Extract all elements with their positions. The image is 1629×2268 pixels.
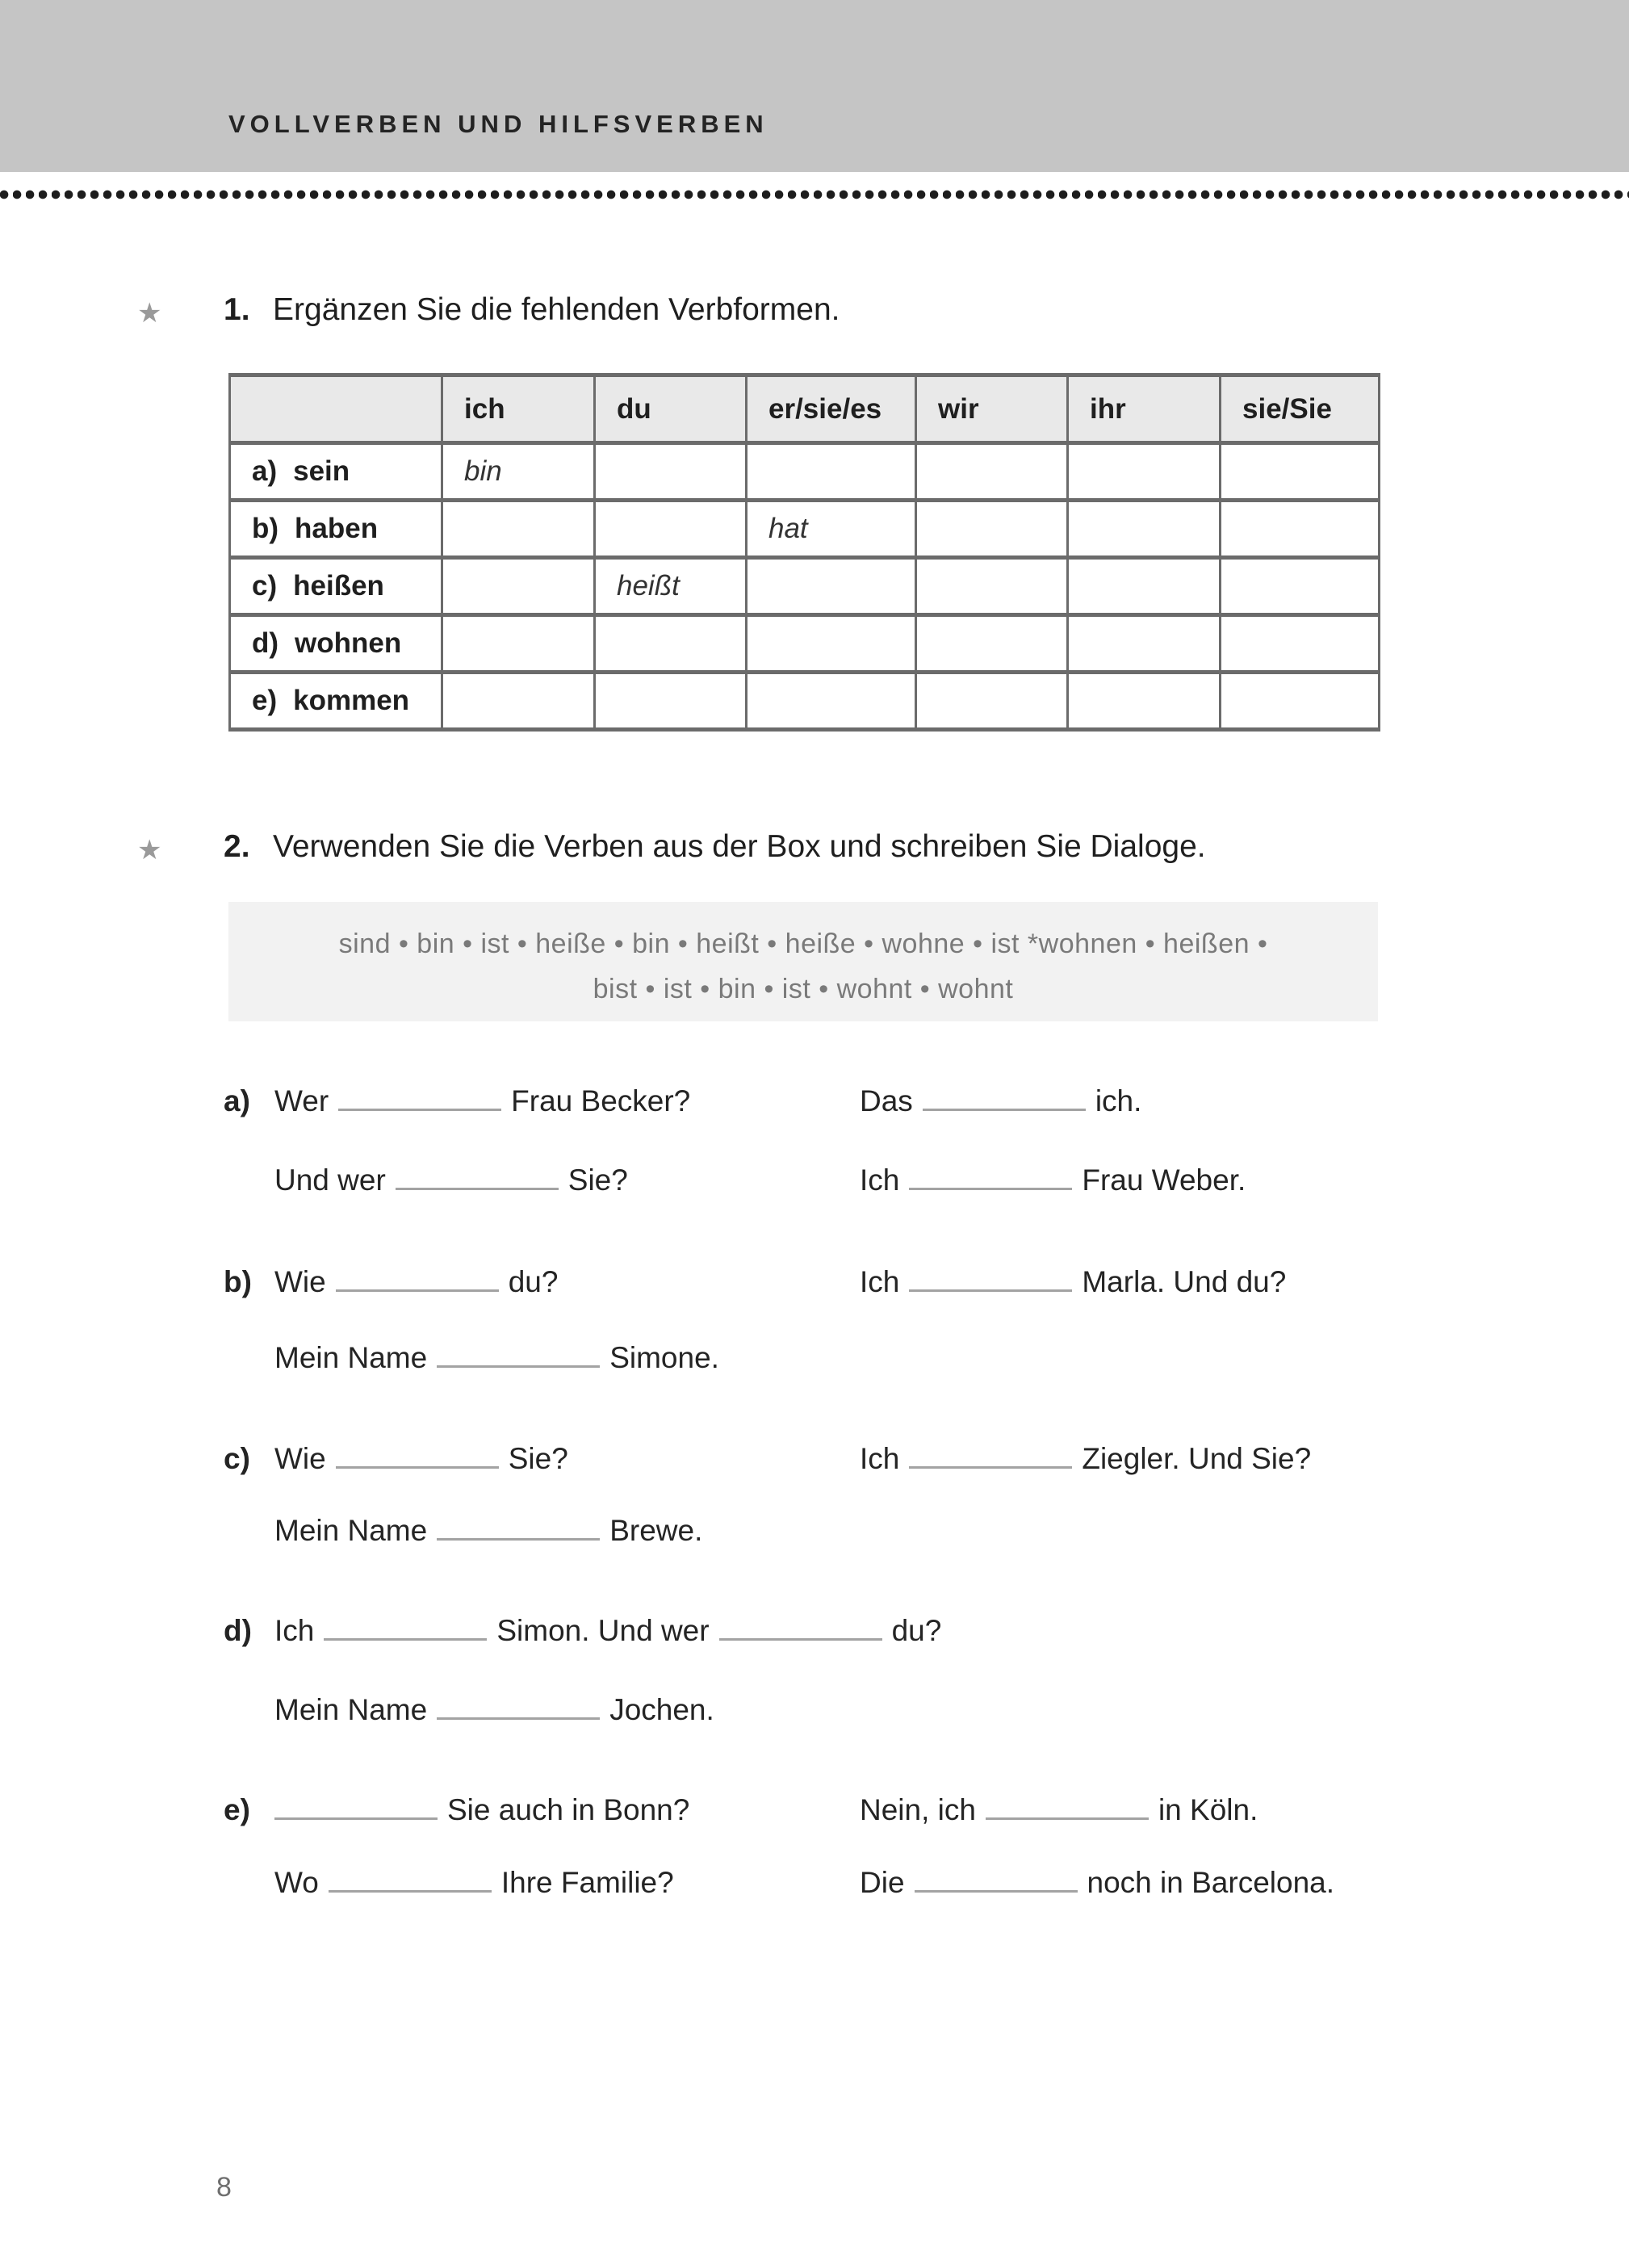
chapter-title: VOLLVERBEN UND HILFSVERBEN xyxy=(228,110,768,138)
fill-in-blank xyxy=(986,1793,1149,1820)
dialogue-left xyxy=(274,1441,568,1477)
answer-cell xyxy=(747,615,916,673)
answer-cell xyxy=(442,673,595,730)
answer-cell xyxy=(1068,615,1221,673)
dialogue-text: Mein Name xyxy=(274,1693,428,1726)
answer-cell xyxy=(595,615,747,673)
row-letter: b) xyxy=(252,513,279,544)
answer-cell: bin xyxy=(442,443,595,501)
dialogue-text: Ihre Familie? xyxy=(500,1866,674,1899)
dialogue-left xyxy=(274,1163,628,1198)
dialogue-left xyxy=(274,1264,558,1300)
fill-in-blank xyxy=(329,1866,492,1893)
column-header-ich: ich xyxy=(442,375,595,443)
dialogue-text: Wo xyxy=(274,1866,319,1899)
dialogue-left xyxy=(274,1084,690,1119)
fill-in-blank xyxy=(396,1163,559,1190)
row-verb: haben xyxy=(295,513,379,544)
dialogue-left xyxy=(274,1513,702,1549)
dialogue-left xyxy=(274,1792,689,1828)
dialogue-text: Sie? xyxy=(508,1442,568,1475)
dialogue-text: Ich xyxy=(860,1163,900,1197)
dialogue-text: Die xyxy=(860,1866,905,1899)
verb-label-cell xyxy=(230,558,442,615)
answer-cell xyxy=(747,558,916,615)
dialogue-text: Sie auch in Bonn? xyxy=(447,1793,690,1826)
answer-cell xyxy=(916,558,1068,615)
fill-in-blank xyxy=(909,1163,1072,1190)
fill-in-blank xyxy=(338,1084,501,1111)
dialogue-text: Ich xyxy=(860,1442,900,1475)
fill-in-blank xyxy=(909,1442,1072,1469)
difficulty-star-icon: ★ xyxy=(137,298,162,329)
dialogue-text: Wie xyxy=(274,1442,326,1475)
fill-in-blank xyxy=(923,1084,1086,1111)
verb-label-cell xyxy=(230,443,442,501)
answer-cell xyxy=(442,558,595,615)
dialogue-text: Sie? xyxy=(567,1163,628,1197)
answer-cell xyxy=(442,615,595,673)
answer-cell xyxy=(1221,558,1380,615)
fill-in-blank xyxy=(719,1614,882,1641)
dialogue-text: Nein, ich xyxy=(860,1793,976,1826)
dialogue-text: Marla. Und du? xyxy=(1082,1265,1287,1298)
row-verb: sein xyxy=(293,455,350,487)
fill-in-blank xyxy=(909,1265,1072,1292)
column-header-er-sie-es: er/sie/es xyxy=(747,375,916,443)
dialogue-text: in Köln. xyxy=(1158,1793,1258,1826)
dialogue-right xyxy=(860,1792,1258,1828)
answer-cell xyxy=(1221,615,1380,673)
word-box xyxy=(228,902,1378,1021)
answer-cell xyxy=(1068,558,1221,615)
answer-cell xyxy=(1221,501,1380,558)
fill-in-blank xyxy=(437,1341,600,1368)
dialogue-text: noch in Barcelona. xyxy=(1087,1866,1335,1899)
dialogue-right xyxy=(860,1441,1311,1477)
dialogue-text: ich. xyxy=(1095,1084,1142,1117)
dialogue-text: Simon. Und wer xyxy=(496,1614,710,1647)
fill-in-blank xyxy=(336,1265,499,1292)
answer-cell xyxy=(916,673,1068,730)
answer-cell: heißt xyxy=(595,558,747,615)
table-row xyxy=(230,558,1380,615)
dialogue-right xyxy=(860,1865,1334,1901)
table-header-row xyxy=(230,375,1380,443)
verb-label-cell xyxy=(230,673,442,730)
answer-cell xyxy=(747,673,916,730)
dialogue-text: Jochen. xyxy=(609,1693,714,1726)
answer-cell xyxy=(595,673,747,730)
exercise1-number: 1. xyxy=(224,292,250,327)
dialogue-right xyxy=(860,1264,1286,1300)
fill-in-blank xyxy=(915,1866,1078,1893)
dialogue-item-label: e) xyxy=(224,1793,250,1826)
dialogue-text: Ich xyxy=(860,1265,900,1298)
answer-cell xyxy=(595,443,747,501)
word-box-line: sind • bin • ist • heiße • bin • heißt • heiße • wohne • ist *wohnen • heißen • xyxy=(338,929,1268,959)
dialogue-text: Brewe. xyxy=(609,1514,703,1547)
row-verb: heißen xyxy=(293,570,384,602)
answer-cell xyxy=(595,501,747,558)
exercise2-number: 2. xyxy=(224,829,250,864)
table-row xyxy=(230,501,1380,558)
verb-label-cell xyxy=(230,501,442,558)
dialogue-item-label: a) xyxy=(224,1084,250,1117)
answer-cell: hat xyxy=(747,501,916,558)
fill-in-blank xyxy=(437,1514,600,1541)
column-header-wir: wir xyxy=(916,375,1068,443)
table-corner-cell xyxy=(230,375,442,443)
page-number: 8 xyxy=(216,2172,232,2203)
dialogue-text: Das xyxy=(860,1084,913,1117)
answer-cell xyxy=(747,443,916,501)
row-letter: c) xyxy=(252,570,278,602)
dialogue-text: du? xyxy=(891,1614,942,1647)
dialogue-left xyxy=(274,1692,714,1728)
answer-cell xyxy=(1221,443,1380,501)
fill-in-blank xyxy=(324,1614,487,1641)
dialogue-left xyxy=(274,1865,674,1901)
dialogue-text: Ich xyxy=(274,1614,315,1647)
answer-cell xyxy=(916,615,1068,673)
column-header-sie-Sie: sie/Sie xyxy=(1221,375,1380,443)
column-header-ihr: ihr xyxy=(1068,375,1221,443)
dialogue-text: du? xyxy=(508,1265,559,1298)
dialogue-right xyxy=(860,1163,1246,1198)
answer-cell xyxy=(442,501,595,558)
column-header-du: du xyxy=(595,375,747,443)
answer-cell xyxy=(1068,673,1221,730)
dialogue-item-label: c) xyxy=(224,1442,250,1475)
dialogue-text: Und wer xyxy=(274,1163,386,1197)
table-row xyxy=(230,673,1380,730)
table-row xyxy=(230,615,1380,673)
dialogue-left xyxy=(274,1613,941,1649)
answer-cell xyxy=(916,501,1068,558)
dialogue-left xyxy=(274,1340,719,1376)
row-letter: e) xyxy=(252,685,278,716)
dialogue-item-label: d) xyxy=(224,1614,252,1647)
fill-in-blank xyxy=(336,1442,499,1469)
table-row xyxy=(230,443,1380,501)
dialogue-text: Ziegler. Und Sie? xyxy=(1082,1442,1312,1475)
dialogue-text: Mein Name xyxy=(274,1514,428,1547)
fill-in-blank xyxy=(274,1793,438,1820)
row-verb: wohnen xyxy=(295,627,402,659)
exercise2-title: Verwenden Sie die Verben aus der Box und schreiben Sie Dialoge. xyxy=(273,829,1206,864)
answer-cell xyxy=(1221,673,1380,730)
answer-cell xyxy=(1068,501,1221,558)
dialogue-text: Simone. xyxy=(609,1341,719,1374)
word-box-line: bist • ist • bin • ist • wohnt • wohnt xyxy=(593,974,1014,1004)
exercise1-title: Ergänzen Sie die fehlenden Verbformen. xyxy=(273,292,840,327)
row-verb: kommen xyxy=(293,685,410,716)
row-letter: a) xyxy=(252,455,278,487)
verb-forms-table xyxy=(228,373,1380,732)
fill-in-blank xyxy=(437,1693,600,1720)
difficulty-star-icon: ★ xyxy=(137,835,162,866)
dialogue-text: Frau Weber. xyxy=(1082,1163,1246,1197)
dialogue-right xyxy=(860,1084,1141,1119)
chapter-title-band xyxy=(0,0,1629,172)
dialogue-text: Frau Becker? xyxy=(511,1084,691,1117)
dialogue-item-label: b) xyxy=(224,1265,252,1298)
row-letter: d) xyxy=(252,627,279,659)
dialogue-text: Wie xyxy=(274,1265,326,1298)
answer-cell xyxy=(916,443,1068,501)
dotted-separator xyxy=(0,190,1629,199)
dialogue-text: Mein Name xyxy=(274,1341,428,1374)
answer-cell xyxy=(1068,443,1221,501)
verb-label-cell xyxy=(230,615,442,673)
dialogue-text: Wer xyxy=(274,1084,329,1117)
